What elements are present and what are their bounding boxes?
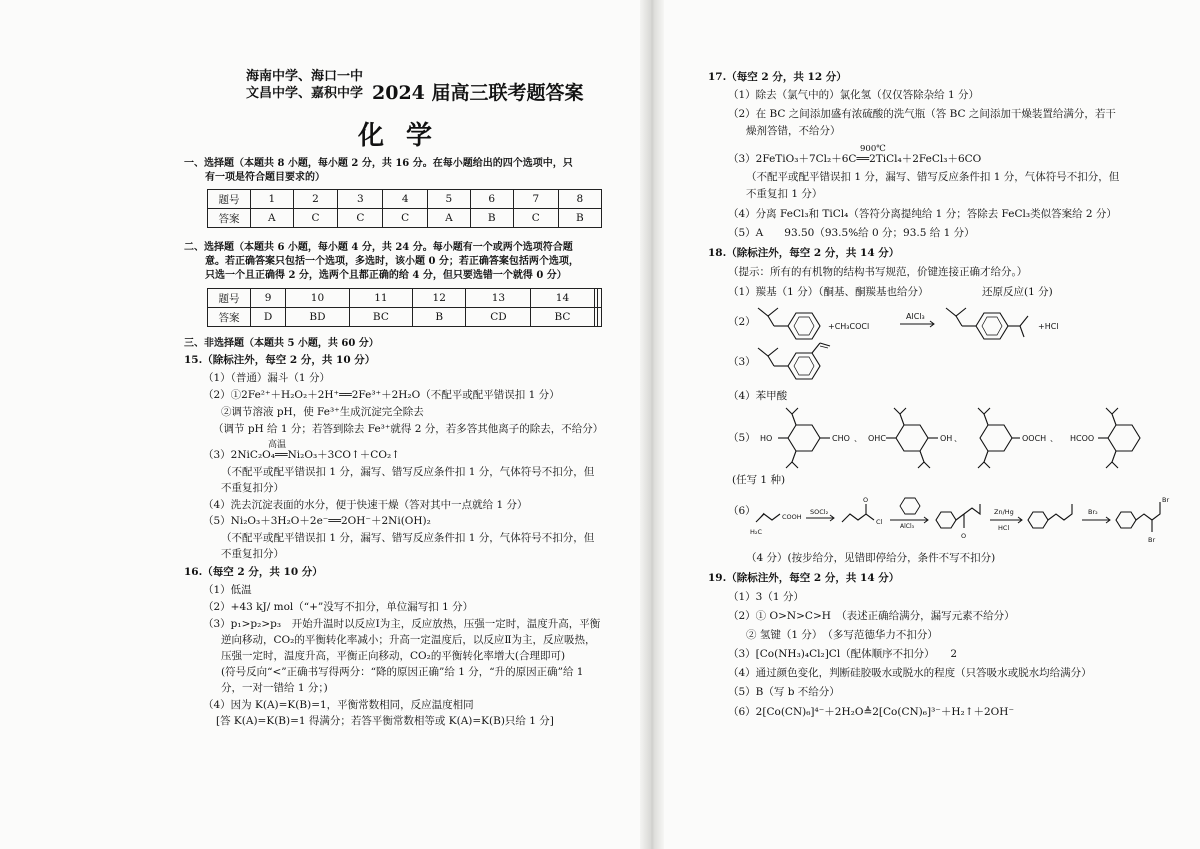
- reagent-label: Br₂: [1088, 508, 1098, 516]
- q18-answer-5-structures: [748, 404, 1198, 472]
- q18-answer-5-note: (任写 1 种): [732, 474, 786, 486]
- table-cell: B: [470, 209, 513, 228]
- q17-note-3: （不配平或配平错误扣 1 分，漏写、错写反应条件扣 1 分，气体符号不扣分，但: [746, 171, 1120, 183]
- table-cell: B: [558, 209, 601, 228]
- table-cell: 9: [251, 289, 286, 308]
- q16-answer-1: （1）低温: [203, 584, 252, 596]
- table-cell: A: [251, 209, 294, 228]
- table-cell: BC: [349, 308, 412, 327]
- table-cell: 10: [286, 289, 350, 308]
- table-cell: 8: [558, 190, 601, 209]
- q16-note-3: (符号反向“<”正确书写得两分：“降的原因正确”给 1 分，“升的原因正确”给 1: [221, 666, 584, 678]
- section3-heading: 三、非选择题（本题共 5 小题，共 60 分）: [184, 338, 379, 349]
- q17-note-3b: 不重复扣 1 分）: [746, 188, 823, 200]
- exam-title: 2024 届高三联考题答案: [372, 82, 584, 104]
- q18-reaction-2-diagram: [754, 298, 1184, 344]
- table-cell: [598, 289, 602, 308]
- table-cell: 4: [383, 190, 428, 209]
- q19-answer-4: （4）通过颜色变化，判断硅胶吸水或脱水的程度（只答吸水或脱水均给满分）: [728, 667, 1092, 679]
- table-cell: 5: [428, 190, 471, 209]
- row-label: 题号: [208, 289, 251, 308]
- q15-note-5: （不配平或配平错误扣 1 分，漏写、错写反应条件扣 1 分，气体符号不扣分，但: [221, 532, 595, 544]
- table-cell: 14: [531, 289, 594, 308]
- q15-answer-2: （2）①2Fe²⁺＋H₂O₂＋2H⁺══2Fe³⁺＋2H₂O（不配平或配平错误扣 1 分）: [203, 389, 560, 401]
- q19-answer-6: （6）2[Co(CN)₆]⁴⁻＋2H₂O≜2[Co(CN)₆]³⁻＋H₂↑＋2OH⁻: [728, 706, 1014, 718]
- q19-answer-1: （1）3（1 分）: [728, 591, 804, 603]
- q19-answer-2b: ② 氢键（1 分） （多写范德华力不扣分）: [746, 629, 938, 641]
- q16-answer-4: （4）因为 K(A)=K(B)=1，平衡常数相同，反应温度相同: [203, 699, 474, 711]
- q17-answer-2b: 燥剂答错，不给分）: [746, 125, 841, 137]
- group-label: HO: [760, 434, 773, 443]
- q16-answer-3c: 压强一定时，温度升高，平衡正向移动，CO₂的平衡转化率增大(合理即可): [221, 650, 566, 662]
- q15-answer-1: （1）（普通）漏斗（1 分）: [203, 372, 330, 384]
- q15-answer-4: （4）洗去沉淀表面的水分，便于快速干燥（答对其中一点就给 1 分）: [203, 499, 528, 511]
- isomer-1-structure: [778, 408, 830, 468]
- group-label: O: [863, 496, 869, 504]
- table-cell: 2: [293, 190, 338, 209]
- row-label: 答案: [208, 209, 251, 228]
- catalyst-label: AlCl₃: [906, 312, 925, 321]
- q16-heading: 16.（每空 2 分，共 10 分）: [184, 566, 323, 578]
- table-cell: 6: [470, 190, 513, 209]
- q15-answer-2b: ②调节溶液 pH，使 Fe³⁺生成沉淀完全除去: [221, 406, 424, 418]
- table-cell: C: [383, 209, 428, 228]
- q16-answer-2: （2）+43 kJ/ mol（“+”没写不扣分，单位漏写扣 1 分）: [203, 601, 474, 613]
- group-label: CHO: [832, 434, 850, 443]
- q19-heading: 19.（除标注外，每空 2 分，共 14 分）: [708, 572, 900, 584]
- reagent-label: AlCl₃: [900, 523, 915, 530]
- section2-heading-3: 只选一个且正确得 2 分，选两个且都正确的给 4 分，但只要选错一个就得 0 分）: [205, 270, 567, 281]
- q16-answer-3b: 逆向移动，CO₂的平衡转化率减小；升高一定温度后，以反应Ⅱ为主，反应吸热，: [221, 634, 596, 646]
- q19-answer-5: （5）B（写 b 不给分）: [728, 686, 840, 698]
- reagent-label: +CH₃COCl: [828, 322, 870, 331]
- q18-answer-2-label: （2）: [728, 316, 756, 328]
- q15-note-3: （不配平或配平错误扣 1 分，漏写、错写反应条件扣 1 分，气体符号不扣分，但: [221, 466, 595, 478]
- schools-line-2: 文昌中学、嘉积中学: [246, 86, 364, 101]
- section1-answer-table: [207, 189, 602, 228]
- q15-heading: 15.（除标注外，每空 2 分，共 10 分）: [184, 354, 376, 366]
- q18-answer-1a: （1）羰基（1 分）（酮基、酮羰基也给分）: [728, 286, 929, 298]
- q16-answer-3: （3）p₁>p₂>p₃ 开始升温时以反应Ⅰ为主，反应放热，压强一定时，温度升高，平衡: [203, 618, 601, 630]
- separator: 、: [1050, 434, 1058, 443]
- table-row: [208, 209, 602, 228]
- table-cell: C: [513, 209, 558, 228]
- q18-answer-3-structure: [754, 340, 874, 382]
- q15-answer-3: （3）2NiC₂O₄══Ni₂O₃＋3CO↑＋CO₂↑: [203, 449, 400, 461]
- q17-heading: 17.（每空 2 分，共 12 分）: [708, 71, 847, 83]
- section2-heading-2: 意。若正确答案只包括一个选项，多选时，该小题 0 分；若正确答案包括两个选项，: [205, 256, 579, 267]
- section1-heading-2: 有一项是符合题目要求的）: [205, 172, 325, 183]
- table-cell: 13: [466, 289, 531, 308]
- separator: 、: [954, 434, 962, 443]
- q16-note-4: [答 K(A)=K(B)=1 得满分；若答平衡常数相等或 K(A)=K(B)只给 1 分]: [216, 715, 554, 727]
- table-cell: CD: [466, 308, 531, 327]
- group-label: COOH: [782, 513, 802, 521]
- reagent-label: HCl: [998, 524, 1010, 532]
- table-cell: 3: [338, 190, 383, 209]
- q19-answer-2a: （2）① O>N>C>H （表述正确给满分，漏写元素不给分）: [728, 610, 1015, 622]
- section1-heading: 一、选择题（本题共 8 小题，每小题 2 分，共 16 分。在每小题给出的四个选项中，只: [184, 158, 573, 169]
- page-fold-gutter: [640, 0, 664, 849]
- row-label: 题号: [208, 190, 251, 209]
- q17-answer-5: （5）A 93.50（93.5%给 0 分；93.5 给 1 分）: [728, 227, 975, 239]
- reagent-label: Zn/Hg: [994, 508, 1014, 516]
- subject-title: 化学: [358, 121, 455, 151]
- group-label: Br: [1148, 536, 1156, 544]
- q18-answer-4: （4）苯甲酸: [728, 390, 788, 402]
- group-label: OOCH: [1022, 434, 1047, 443]
- q17-answer-4: （4）分离 FeCl₃和 TiCl₄（答符分离提纯给 1 分；答除去 FeCl₃类似答案给 2 分）: [728, 208, 1117, 220]
- answer-page-right: [664, 0, 1200, 849]
- isomer-4-structure: [1098, 408, 1140, 468]
- table-cell: B: [412, 308, 466, 327]
- group-label: Br: [1162, 496, 1170, 504]
- isomer-3-structure: [978, 408, 1020, 468]
- table-row: [208, 308, 602, 327]
- q15-note-3b: 不重复扣分）: [221, 482, 284, 494]
- table-row: [208, 289, 602, 308]
- group-label: HCOO: [1070, 434, 1095, 443]
- q18-hint: （提示：所有的有机物的结构书写规范，价键连接正确才给分。）: [728, 266, 1028, 278]
- q16-note-3b: 分，一对一错给 1 分；): [221, 682, 328, 694]
- table-cell: BC: [531, 308, 594, 327]
- group-label: OHC: [868, 434, 886, 443]
- table-cell: [598, 308, 602, 327]
- group-label: Cl: [876, 518, 883, 526]
- table-cell: C: [338, 209, 383, 228]
- row-label: 答案: [208, 308, 251, 327]
- q18-answer-6-label: （6）: [728, 505, 756, 517]
- group-label: H₂C: [750, 528, 763, 536]
- table-cell: D: [251, 308, 286, 327]
- q15-condition: 高温: [268, 440, 287, 450]
- table-cell: 1: [251, 190, 294, 209]
- section2-answer-table: [207, 288, 602, 327]
- q15-answer-5: （5）Ni₂O₃＋3H₂O＋2e⁻══2OH⁻＋2Ni(OH)₂: [203, 515, 431, 527]
- isobutylbenzene-structure: [758, 308, 820, 339]
- reagent-label: SOCl₂: [810, 508, 829, 516]
- table-cell: C: [293, 209, 338, 228]
- section2-heading: 二、选择题（本题共 6 小题，每小题 4 分，共 24 分。每小题有一个或两个选项符合题: [184, 242, 573, 253]
- q18-synthesis-route: [750, 492, 1190, 550]
- q17-condition: 900℃: [860, 144, 886, 154]
- table-row: [208, 190, 602, 209]
- q18-answer-5-label: （5）: [728, 432, 756, 444]
- table-cell: 12: [412, 289, 466, 308]
- table-cell: 11: [349, 289, 412, 308]
- q19-answer-3: （3）[Co(NH₃)₄Cl₂]Cl（配体顺序不扣分） 2: [728, 648, 958, 660]
- group-label: OH: [940, 434, 953, 443]
- byproduct-label: +HCl: [1038, 322, 1059, 331]
- schools-line-1: 海南中学、海口一中: [246, 69, 364, 84]
- table-cell: A: [428, 209, 471, 228]
- q18-answer-3-label: （3）: [728, 356, 756, 368]
- group-label: O: [961, 532, 967, 540]
- table-cell: BD: [286, 308, 350, 327]
- q17-answer-1: （1）除去（氯气中的）氯化氢（仅仅答除杂给 1 分）: [728, 89, 980, 101]
- q17-answer-2: （2）在 BC 之间添加盛有浓硫酸的洗气瓶（答 BC 之间添加干燥装置给满分，若干: [728, 108, 1116, 120]
- q18-answer-1b: 还原反应(1 分): [982, 286, 1053, 298]
- q18-heading: 18.（除标注外，每空 2 分，共 14 分）: [708, 247, 900, 259]
- q15-note-5b: 不重复扣分）: [221, 548, 284, 560]
- ketone-product-structure: [946, 308, 1028, 339]
- separator: 、: [854, 434, 862, 443]
- table-cell: 7: [513, 190, 558, 209]
- q18-answer-6-note: （4 分）(按步给分，见错即停给分，条件不写不扣分): [746, 552, 996, 564]
- q17-answer-3: （3）2FeTiO₃＋7Cl₂＋6C══2TiCl₄＋2FeCl₃＋6CO: [728, 153, 982, 165]
- q15-note-2: （调节 pH 给 1 分；若答到除去 Fe³⁺就得 2 分，若多答其他离子的除去，不给分）: [213, 423, 604, 435]
- isomer-2-structure: [886, 408, 938, 468]
